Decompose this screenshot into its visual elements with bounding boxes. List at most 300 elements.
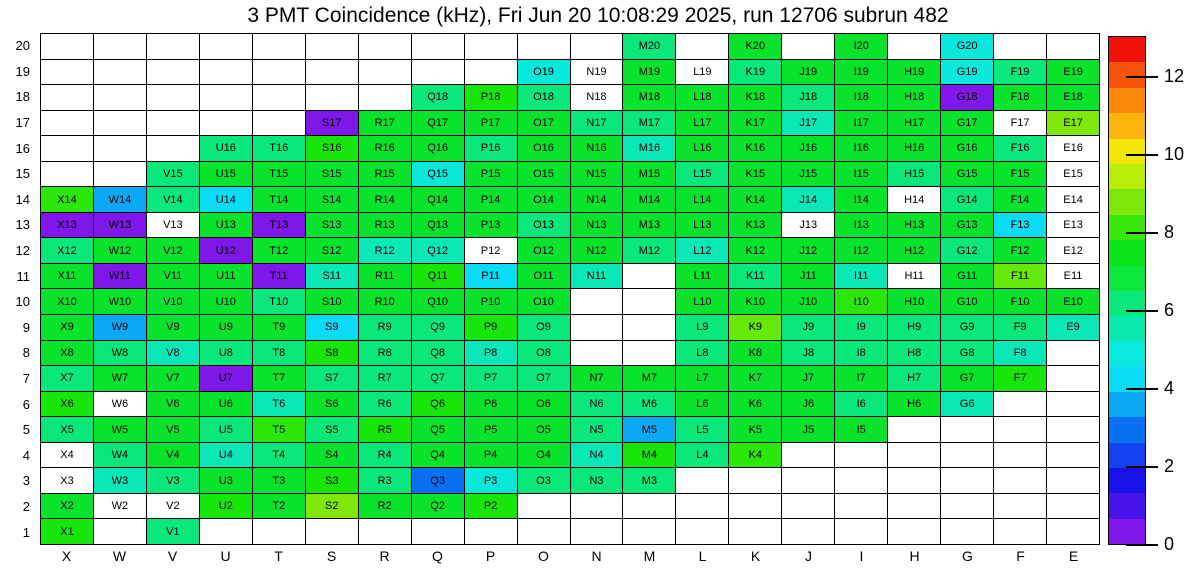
heatmap-cell: U16 — [200, 136, 253, 162]
heatmap-cell: H13 — [888, 213, 941, 239]
y-axis-tick-label: 20 — [15, 38, 30, 54]
heatmap-cell: F9 — [994, 315, 1047, 341]
heatmap-cell: J8 — [782, 341, 835, 367]
heatmap-cell: F7 — [994, 366, 1047, 392]
heatmap-cell: V8 — [147, 341, 200, 367]
colorbar-tick-line — [1126, 76, 1158, 78]
heatmap-cell: W12 — [94, 238, 147, 264]
heatmap-cell: U8 — [200, 341, 253, 367]
heatmap-cell — [835, 494, 888, 520]
heatmap-cell — [571, 341, 624, 367]
heatmap-cell: U15 — [200, 162, 253, 188]
heatmap-cell — [518, 494, 571, 520]
heatmap-cell: T9 — [253, 315, 306, 341]
heatmap-cell: P7 — [465, 366, 518, 392]
heatmap-cell: X14 — [41, 187, 94, 213]
heatmap-cell — [835, 443, 888, 469]
heatmap-cell: N14 — [571, 187, 624, 213]
heatmap-cell: L16 — [676, 136, 729, 162]
chart-title: 3 PMT Coincidence (kHz), Fri Jun 20 10:08:29 2025, run 12706 subrun 482 — [247, 4, 949, 27]
heatmap-cell: K12 — [729, 238, 782, 264]
heatmap-cell: V9 — [147, 315, 200, 341]
heatmap-cell: O12 — [518, 238, 571, 264]
heatmap-cell: K18 — [729, 85, 782, 111]
heatmap-cell: G16 — [941, 136, 994, 162]
colorbar-tick-line — [1126, 544, 1158, 546]
heatmap-cell: P16 — [465, 136, 518, 162]
heatmap-cell — [1047, 34, 1100, 60]
heatmap-cell — [41, 111, 94, 137]
y-axis-tick-label: 18 — [15, 89, 30, 105]
heatmap-cell: J14 — [782, 187, 835, 213]
heatmap-cell: J9 — [782, 315, 835, 341]
heatmap-cell — [1047, 392, 1100, 418]
heatmap-cell: O5 — [518, 417, 571, 443]
heatmap-cell: E15 — [1047, 162, 1100, 188]
colorbar-tick-line — [1126, 388, 1158, 390]
heatmap-cell: J10 — [782, 289, 835, 315]
heatmap-cell: S9 — [306, 315, 359, 341]
heatmap-cell: K6 — [729, 392, 782, 418]
heatmap-cell: K8 — [729, 341, 782, 367]
heatmap-cell — [253, 34, 306, 60]
heatmap-cell: F10 — [994, 289, 1047, 315]
heatmap-cell: N11 — [571, 264, 624, 290]
heatmap-cell — [1047, 494, 1100, 520]
heatmap-cell: R12 — [359, 238, 412, 264]
heatmap-cell: U12 — [200, 238, 253, 264]
heatmap-cell — [888, 519, 941, 545]
heatmap-cell — [729, 468, 782, 494]
heatmap-cell: W7 — [94, 366, 147, 392]
heatmap-cell: V14 — [147, 187, 200, 213]
heatmap-cell: L12 — [676, 238, 729, 264]
heatmap-cell — [941, 519, 994, 545]
heatmap-cell: U2 — [200, 494, 253, 520]
heatmap-cell — [623, 341, 676, 367]
heatmap-cell: O18 — [518, 85, 571, 111]
heatmap-cell: F18 — [994, 85, 1047, 111]
heatmap-cell: P15 — [465, 162, 518, 188]
heatmap-cell: P11 — [465, 264, 518, 290]
heatmap-cell: J15 — [782, 162, 835, 188]
heatmap-cell — [835, 519, 888, 545]
colorbar-tick-label: 4 — [1164, 377, 1175, 398]
heatmap-cell: W8 — [94, 341, 147, 367]
heatmap-cell: K7 — [729, 366, 782, 392]
heatmap-cell: T6 — [253, 392, 306, 418]
heatmap-cell: W9 — [94, 315, 147, 341]
y-axis-tick-label: 6 — [22, 396, 30, 412]
heatmap-cell: Q11 — [412, 264, 465, 290]
colorbar-tick-line — [1126, 154, 1158, 156]
heatmap-cell: H17 — [888, 111, 941, 137]
heatmap-cell: L17 — [676, 111, 729, 137]
heatmap-cell: G7 — [941, 366, 994, 392]
heatmap-cell — [147, 85, 200, 111]
heatmap-cell: T5 — [253, 417, 306, 443]
x-axis-tick-label: E — [1068, 548, 1079, 564]
heatmap-cell: G13 — [941, 213, 994, 239]
x-axis-tick-label: N — [591, 548, 602, 564]
heatmap-cell: E19 — [1047, 60, 1100, 86]
heatmap-cell — [41, 162, 94, 188]
y-axis-labels — [6, 33, 34, 545]
heatmap-cell: T3 — [253, 468, 306, 494]
heatmap-cell: V6 — [147, 392, 200, 418]
heatmap-cell: P10 — [465, 289, 518, 315]
heatmap-cell: N15 — [571, 162, 624, 188]
heatmap-cell — [1047, 366, 1100, 392]
heatmap-cell: X11 — [41, 264, 94, 290]
heatmap-cell: H7 — [888, 366, 941, 392]
heatmap-cell: H8 — [888, 341, 941, 367]
heatmap-cell: G20 — [941, 34, 994, 60]
heatmap-cell: O16 — [518, 136, 571, 162]
heatmap-cell: G11 — [941, 264, 994, 290]
heatmap-cell: S10 — [306, 289, 359, 315]
heatmap-cell: K15 — [729, 162, 782, 188]
y-axis-tick-label: 2 — [22, 498, 30, 514]
heatmap-cell: K5 — [729, 417, 782, 443]
heatmap-cell: G19 — [941, 60, 994, 86]
heatmap-cell — [676, 34, 729, 60]
heatmap-cell: V5 — [147, 417, 200, 443]
heatmap-cell: M4 — [623, 443, 676, 469]
heatmap-cell: O10 — [518, 289, 571, 315]
heatmap-cell — [888, 417, 941, 443]
heatmap-cell: K19 — [729, 60, 782, 86]
heatmap-cell: O17 — [518, 111, 571, 137]
heatmap-cell: W11 — [94, 264, 147, 290]
heatmap-cell — [94, 34, 147, 60]
heatmap-cell: M7 — [623, 366, 676, 392]
x-axis-labels — [40, 548, 1100, 568]
heatmap-cell: U9 — [200, 315, 253, 341]
heatmap-cell — [253, 85, 306, 111]
heatmap-cell: R11 — [359, 264, 412, 290]
heatmap-cell: Q5 — [412, 417, 465, 443]
heatmap-cell: R16 — [359, 136, 412, 162]
y-axis-tick-label: 10 — [15, 294, 30, 310]
colorbar-tick-line — [1126, 466, 1158, 468]
heatmap-cell: E18 — [1047, 85, 1100, 111]
heatmap-cell: X2 — [41, 494, 94, 520]
heatmap-cell — [94, 85, 147, 111]
heatmap-cell: Q14 — [412, 187, 465, 213]
heatmap-cell: V13 — [147, 213, 200, 239]
heatmap-cell: I16 — [835, 136, 888, 162]
heatmap-cell — [782, 519, 835, 545]
heatmap-cell — [676, 468, 729, 494]
x-axis-tick-label: V — [167, 548, 178, 564]
x-axis-tick-label: J — [805, 548, 812, 564]
heatmap-cell: V2 — [147, 494, 200, 520]
heatmap-cell: M19 — [623, 60, 676, 86]
heatmap-cell: S6 — [306, 392, 359, 418]
heatmap-cell: W10 — [94, 289, 147, 315]
x-axis-tick-label: W — [112, 548, 127, 564]
heatmap-cell — [200, 111, 253, 137]
heatmap-cell — [623, 494, 676, 520]
heatmap-cell — [41, 136, 94, 162]
heatmap-cell: Q9 — [412, 315, 465, 341]
heatmap-cell — [1047, 417, 1100, 443]
heatmap-cell: L10 — [676, 289, 729, 315]
heatmap-cell: H16 — [888, 136, 941, 162]
heatmap-cell — [200, 85, 253, 111]
heatmap-cell: H12 — [888, 238, 941, 264]
heatmap-cell: U11 — [200, 264, 253, 290]
heatmap-cell — [729, 519, 782, 545]
heatmap-cell: R17 — [359, 111, 412, 137]
heatmap-cell — [1047, 341, 1100, 367]
x-axis-tick-label: M — [643, 548, 656, 564]
heatmap-cell: O15 — [518, 162, 571, 188]
heatmap-cell: N18 — [571, 85, 624, 111]
heatmap-cell: F15 — [994, 162, 1047, 188]
heatmap-cell: V10 — [147, 289, 200, 315]
heatmap-cell: I8 — [835, 341, 888, 367]
y-axis-tick-label: 4 — [22, 447, 30, 463]
heatmap-cell: J16 — [782, 136, 835, 162]
heatmap-cell: E11 — [1047, 264, 1100, 290]
y-axis-tick-label: 7 — [22, 371, 30, 387]
heatmap-cell: N4 — [571, 443, 624, 469]
heatmap-cell: R14 — [359, 187, 412, 213]
heatmap-cell: I17 — [835, 111, 888, 137]
heatmap-cell: Q17 — [412, 111, 465, 137]
heatmap-cell: I15 — [835, 162, 888, 188]
heatmap-cell: K4 — [729, 443, 782, 469]
heatmap-cell: J19 — [782, 60, 835, 86]
heatmap-cell: T4 — [253, 443, 306, 469]
heatmap-cell: E16 — [1047, 136, 1100, 162]
heatmap-cell: R4 — [359, 443, 412, 469]
heatmap-cell — [1047, 519, 1100, 545]
heatmap-cell: T12 — [253, 238, 306, 264]
heatmap-cell: S5 — [306, 417, 359, 443]
heatmap-cell — [412, 60, 465, 86]
x-axis-tick-label: F — [1016, 548, 1025, 564]
heatmap-cell: L8 — [676, 341, 729, 367]
heatmap-cell: X10 — [41, 289, 94, 315]
heatmap-cell: E17 — [1047, 111, 1100, 137]
x-axis-tick-label: L — [698, 548, 707, 564]
heatmap-cell — [253, 60, 306, 86]
y-axis-tick-label: 15 — [15, 166, 30, 182]
heatmap-cell — [359, 34, 412, 60]
heatmap-cell: K11 — [729, 264, 782, 290]
x-axis-tick-label: H — [909, 548, 920, 564]
heatmap-cell: N16 — [571, 136, 624, 162]
heatmap-cell: O7 — [518, 366, 571, 392]
y-axis-tick-label: 19 — [15, 63, 30, 79]
heatmap-cell: P18 — [465, 85, 518, 111]
y-axis-tick-label: 13 — [15, 217, 30, 233]
heatmap-cell: L18 — [676, 85, 729, 111]
y-axis-tick-label: 12 — [15, 243, 30, 259]
heatmap-cell: K10 — [729, 289, 782, 315]
heatmap-cell: K9 — [729, 315, 782, 341]
heatmap-cell: O13 — [518, 213, 571, 239]
heatmap-cell: L7 — [676, 366, 729, 392]
heatmap-cell: L5 — [676, 417, 729, 443]
heatmap-cell: G18 — [941, 85, 994, 111]
heatmap-cell: Q4 — [412, 443, 465, 469]
heatmap-cell — [306, 519, 359, 545]
heatmap-cell: Q12 — [412, 238, 465, 264]
heatmap-cell: I12 — [835, 238, 888, 264]
heatmap-cell: G6 — [941, 392, 994, 418]
heatmap-cell: X12 — [41, 238, 94, 264]
heatmap-cell: W5 — [94, 417, 147, 443]
x-axis-tick-label: X — [61, 548, 72, 564]
heatmap-cell: K13 — [729, 213, 782, 239]
heatmap-cell: N13 — [571, 213, 624, 239]
heatmap-cell: M6 — [623, 392, 676, 418]
heatmap-cell — [306, 34, 359, 60]
y-axis-tick-label: 11 — [16, 268, 30, 284]
heatmap-cell: I19 — [835, 60, 888, 86]
colorbar-tick-label: 12 — [1164, 65, 1185, 86]
heatmap-cell: J7 — [782, 366, 835, 392]
heatmap-cell: N7 — [571, 366, 624, 392]
heatmap-cell — [412, 34, 465, 60]
heatmap-cell: Q6 — [412, 392, 465, 418]
heatmap-cell: X8 — [41, 341, 94, 367]
y-axis-tick-label: 16 — [15, 140, 30, 156]
heatmap-cell: G14 — [941, 187, 994, 213]
heatmap-cell: V3 — [147, 468, 200, 494]
heatmap-cell: P9 — [465, 315, 518, 341]
heatmap-cell — [147, 111, 200, 137]
heatmap-cell: U14 — [200, 187, 253, 213]
heatmap-cell: M13 — [623, 213, 676, 239]
heatmap-cell: P13 — [465, 213, 518, 239]
heatmap-cell — [94, 136, 147, 162]
heatmap-cell — [359, 85, 412, 111]
heatmap-cell: S17 — [306, 111, 359, 137]
heatmap-cell — [994, 417, 1047, 443]
heatmap-cell: L9 — [676, 315, 729, 341]
heatmap-cell: P4 — [465, 443, 518, 469]
heatmap-cell: F8 — [994, 341, 1047, 367]
heatmap-cell: Q16 — [412, 136, 465, 162]
heatmap-cell: K20 — [729, 34, 782, 60]
heatmap-cell: I5 — [835, 417, 888, 443]
heatmap-cell — [94, 519, 147, 545]
heatmap-cell: E14 — [1047, 187, 1100, 213]
heatmap-cell: T2 — [253, 494, 306, 520]
colorbar-tick-line — [1126, 310, 1158, 312]
heatmap-cell — [994, 494, 1047, 520]
heatmap-cell: I7 — [835, 366, 888, 392]
heatmap-cell: J5 — [782, 417, 835, 443]
heatmap-cell: V4 — [147, 443, 200, 469]
heatmap-cell — [465, 60, 518, 86]
heatmap-cell: O8 — [518, 341, 571, 367]
heatmap-cell: F19 — [994, 60, 1047, 86]
heatmap-cell: R13 — [359, 213, 412, 239]
heatmap-cell: P14 — [465, 187, 518, 213]
heatmap-cell: X5 — [41, 417, 94, 443]
x-axis-tick-label: K — [750, 548, 761, 564]
heatmap-cell — [359, 519, 412, 545]
x-axis-tick-label: Q — [432, 548, 443, 564]
colorbar-tick-label: 10 — [1164, 143, 1185, 164]
heatmap-cell: Q7 — [412, 366, 465, 392]
heatmap-cell: R9 — [359, 315, 412, 341]
heatmap-cell: U5 — [200, 417, 253, 443]
heatmap-cell: W4 — [94, 443, 147, 469]
heatmap-grid — [40, 33, 1100, 545]
heatmap-cell — [1047, 468, 1100, 494]
heatmap-cell: J6 — [782, 392, 835, 418]
heatmap-cell: P3 — [465, 468, 518, 494]
heatmap-cell — [994, 392, 1047, 418]
y-axis-tick-label: 1 — [22, 524, 30, 540]
heatmap-cell: G9 — [941, 315, 994, 341]
colorbar-ticks — [1126, 36, 1196, 554]
heatmap-cell — [941, 468, 994, 494]
heatmap-cell: I6 — [835, 392, 888, 418]
heatmap-cell: O19 — [518, 60, 571, 86]
heatmap-cell — [41, 34, 94, 60]
heatmap-cell: X7 — [41, 366, 94, 392]
heatmap-cell: L15 — [676, 162, 729, 188]
heatmap-cell — [941, 494, 994, 520]
heatmap-cell: F16 — [994, 136, 1047, 162]
heatmap-cell: N19 — [571, 60, 624, 86]
heatmap-cell: U3 — [200, 468, 253, 494]
heatmap-cell: H10 — [888, 289, 941, 315]
heatmap-cell: S11 — [306, 264, 359, 290]
heatmap-cell: I18 — [835, 85, 888, 111]
heatmap-cell: L6 — [676, 392, 729, 418]
heatmap-cell — [676, 519, 729, 545]
heatmap-cell — [571, 519, 624, 545]
heatmap-cell: E10 — [1047, 289, 1100, 315]
heatmap-cell: R5 — [359, 417, 412, 443]
heatmap-cell — [994, 34, 1047, 60]
heatmap-cell: Q18 — [412, 85, 465, 111]
heatmap-cell: S15 — [306, 162, 359, 188]
heatmap-cell: K14 — [729, 187, 782, 213]
heatmap-cell: O14 — [518, 187, 571, 213]
heatmap-cell: Q8 — [412, 341, 465, 367]
heatmap-cell: T16 — [253, 136, 306, 162]
heatmap-cell: M15 — [623, 162, 676, 188]
heatmap-cell — [465, 34, 518, 60]
heatmap-cell: G8 — [941, 341, 994, 367]
heatmap-cell — [200, 519, 253, 545]
heatmap-cell: J13 — [782, 213, 835, 239]
heatmap-cell: N12 — [571, 238, 624, 264]
heatmap-cell: Q3 — [412, 468, 465, 494]
colorbar-tick-label: 2 — [1164, 455, 1175, 476]
heatmap-cell: J17 — [782, 111, 835, 137]
heatmap-cell: X6 — [41, 392, 94, 418]
x-axis-tick-label: G — [962, 548, 973, 564]
x-axis-tick-label: T — [274, 548, 283, 564]
y-axis-tick-label: 14 — [15, 191, 30, 207]
heatmap-cell: W14 — [94, 187, 147, 213]
heatmap-cell: O9 — [518, 315, 571, 341]
heatmap-cell — [571, 315, 624, 341]
heatmap-cell: O4 — [518, 443, 571, 469]
heatmap-cell — [412, 519, 465, 545]
